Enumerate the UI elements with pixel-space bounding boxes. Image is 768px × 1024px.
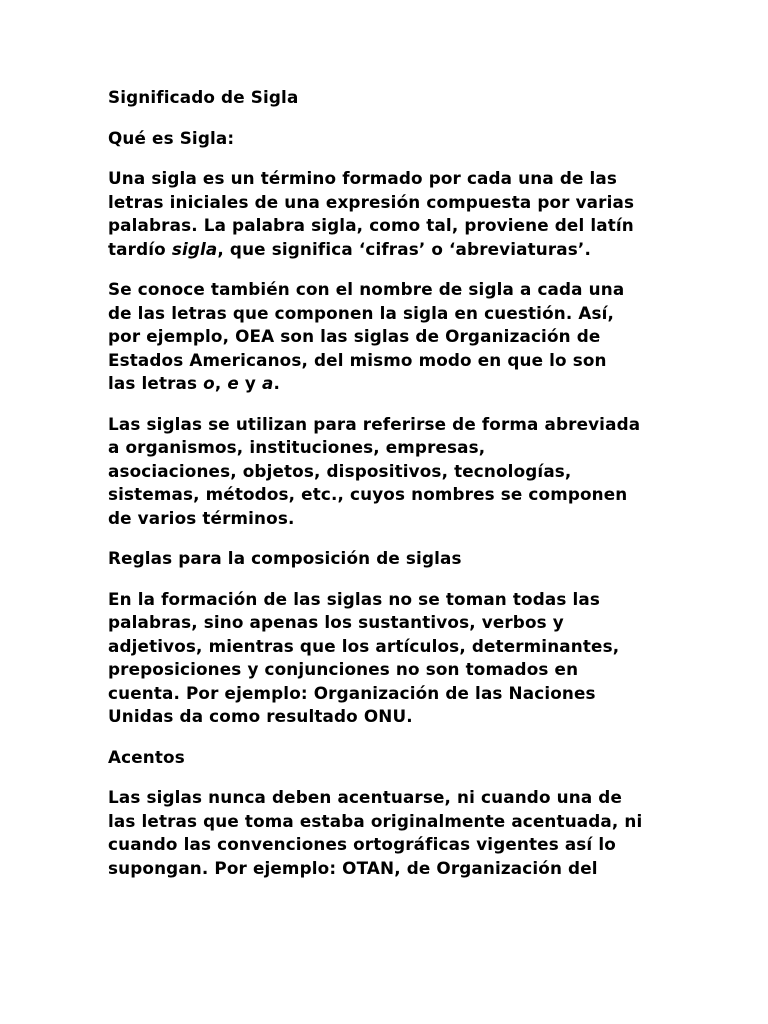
paragraph-line: Se conoce también con el nombre de sigla a cada una [108,279,625,299]
paragraph-line: Las siglas se utilizan para referirse de forma abreviada [108,413,641,434]
italic-letter: o [203,373,215,393]
paragraph-line: supongan. Por ejemplo: OTAN, de Organización del [108,857,598,878]
text-run: tardío [108,238,172,259]
paragraph-line: En la formación de las siglas no se toman todas las [108,588,601,609]
paragraph-line: adjetivos, mientras que los artículos, determinantes, [108,635,620,656]
text-run: . [273,373,281,393]
italic-letter: e [227,373,239,393]
paragraph-line: Estados Americanos, del mismo modo en que lo son [108,349,607,370]
section-heading-accents: Acentos [108,746,185,767]
italic-term: sigla [171,238,218,259]
paragraph-line: Unidas da como resultado ONU. [108,706,413,726]
paragraph-definition [108,167,668,261]
paragraph-line: cuando las convenciones ortográficas vigentes así lo [108,834,616,854]
italic-letter: a [262,373,274,393]
text-run: y [238,373,262,393]
section-heading-rules: Reglas para la composición de siglas [108,548,462,568]
paragraph-line: sistemas, métodos, etc., cuyos nombres se componen [108,484,628,504]
paragraph-line: asociaciones, objetos, dispositivos, tecnologías, [108,460,572,481]
paragraph-line [108,372,668,396]
paragraph-line: letras iniciales de una expresión compuesta por varias [108,191,635,212]
paragraph-line: a organismos, instituciones, empresas, [108,437,486,457]
paragraph-line: cuenta. Por ejemplo: Organización de las Naciones [108,682,596,703]
section-heading-que-es-sigla: Qué es Sigla: [108,127,235,148]
text-run: las letras [108,373,204,393]
text-run: , que significa ‘cifras’ o ‘abreviaturas’. [217,238,591,259]
paragraph-line [108,238,668,262]
paragraph-line: palabras. La palabra sigla, como tal, proviene del latín [108,215,634,235]
paragraph-line: Las siglas nunca deben acentuarse, ni cuando una de [108,787,622,807]
paragraph-uses [108,413,668,531]
document-body [108,86,668,897]
paragraph-line: preposiciones y conjunciones no son tomados en [108,659,579,679]
paragraph-line: de las letras que componen la sigla en cuestión. Así, [108,302,615,323]
paragraph-line: las letras que toma estaba originalmente acentuada, ni [108,810,643,831]
paragraph-letters [108,278,668,396]
document-title: Significado de Sigla [108,87,299,107]
paragraph-rules [108,588,668,729]
paragraph-line: de varios términos. [108,507,295,528]
text-run: , [214,373,228,393]
paragraph-line: por ejemplo, OEA son las siglas de Organización de [108,326,601,346]
paragraph-line: palabras, sino apenas los sustantivos, verbos y [108,612,564,632]
paragraph-line: Una sigla es un término formado por cada una de las [108,168,618,188]
paragraph-accents [108,786,668,880]
